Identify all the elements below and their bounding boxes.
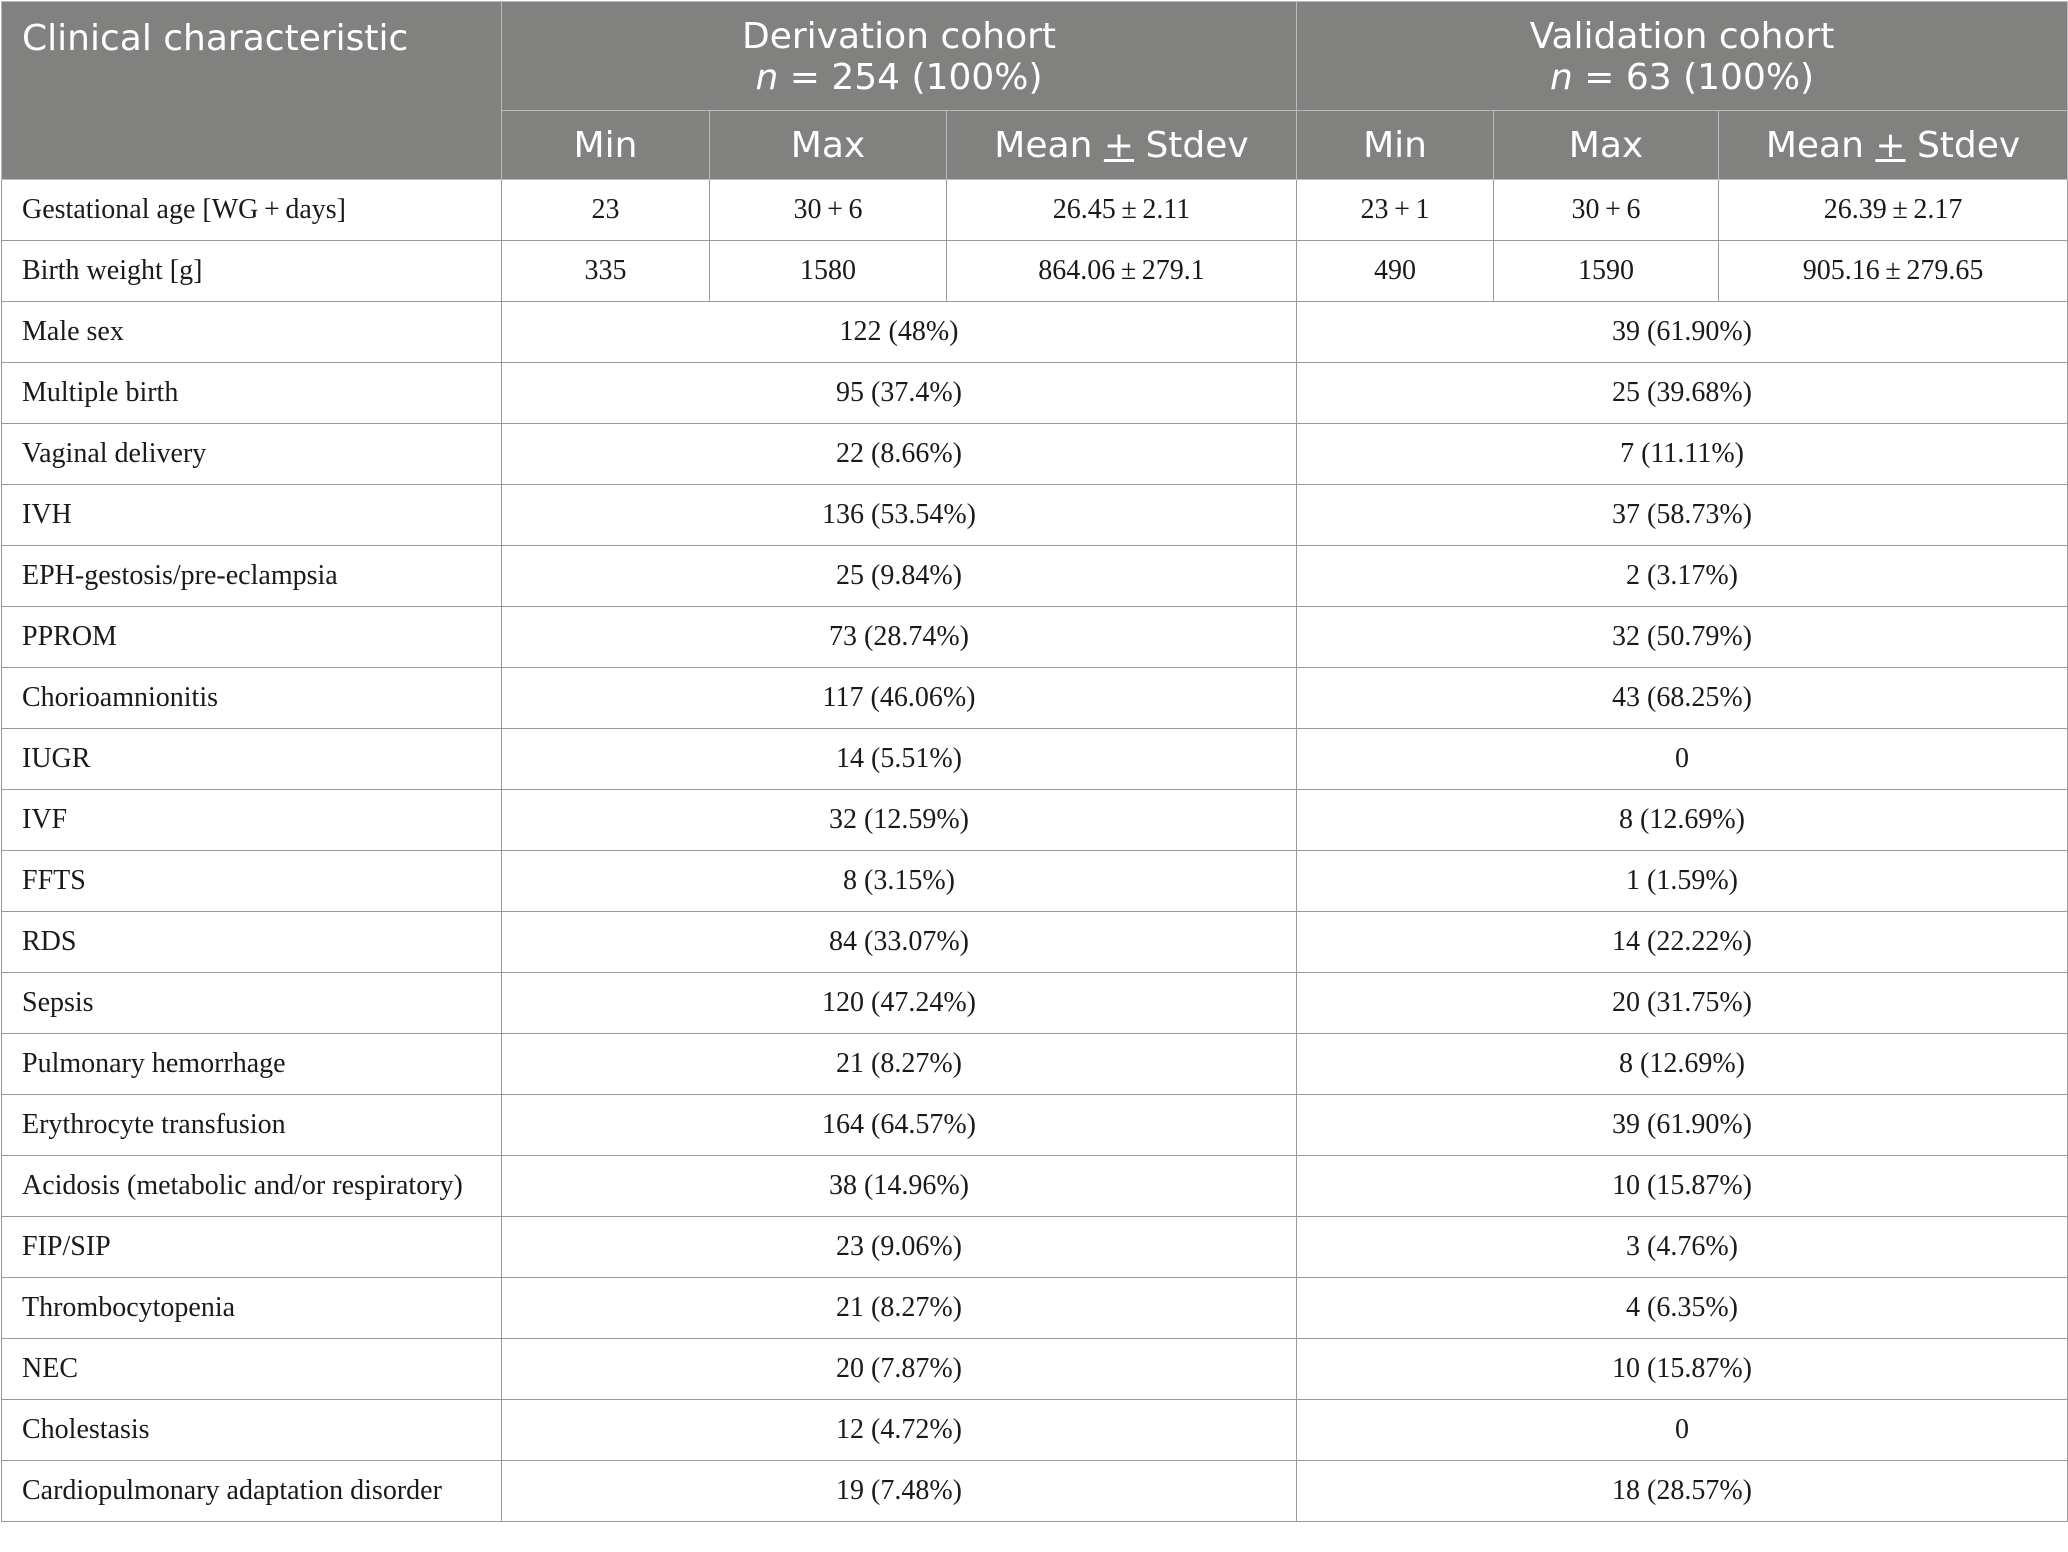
validation-cell: 32 (50.79%): [1297, 607, 2068, 668]
row-label: Cardiopulmonary adaptation disorder: [2, 1461, 502, 1522]
table-row: [2, 668, 2068, 729]
validation-cell: 3 (4.76%): [1297, 1217, 2068, 1278]
validation-cell: 8 (12.69%): [1297, 790, 2068, 851]
table-row: [2, 1095, 2068, 1156]
derivation-cell: 120 (47.24%): [502, 973, 1297, 1034]
derivation-cell: 22 (8.66%): [502, 424, 1297, 485]
validation-max-cell: 1590: [1494, 241, 1719, 302]
table-row: [2, 485, 2068, 546]
header-derivation-min: Min: [502, 111, 710, 180]
table-row: [2, 1278, 2068, 1339]
derivation-cell: 164 (64.57%): [502, 1095, 1297, 1156]
derivation-max-cell: 1580: [710, 241, 947, 302]
derivation-cell: 19 (7.48%): [502, 1461, 1297, 1522]
table-row: [2, 1156, 2068, 1217]
derivation-n-value: = 254 (100%): [778, 57, 1043, 98]
validation-mean-cell: 905.16 ± 279.65: [1719, 241, 2068, 302]
table-row: [2, 302, 2068, 363]
validation-cell: 8 (12.69%): [1297, 1034, 2068, 1095]
validation-cell: 4 (6.35%): [1297, 1278, 2068, 1339]
derivation-mean-cell: 26.45 ± 2.11: [947, 180, 1297, 241]
row-label: Acidosis (metabolic and/or respiratory): [2, 1156, 502, 1217]
validation-cell: 20 (31.75%): [1297, 973, 2068, 1034]
validation-n-value: = 63 (100%): [1572, 57, 1815, 98]
header-derivation-mean-stdev: Mean + Stdev: [947, 111, 1297, 180]
row-label: Vaginal delivery: [2, 424, 502, 485]
derivation-min-cell: 23: [502, 180, 710, 241]
derivation-cell: 73 (28.74%): [502, 607, 1297, 668]
derivation-cell: 95 (37.4%): [502, 363, 1297, 424]
derivation-cell: 32 (12.59%): [502, 790, 1297, 851]
derivation-cell: 84 (33.07%): [502, 912, 1297, 973]
table-row: [2, 912, 2068, 973]
table-row: [2, 1034, 2068, 1095]
validation-cell: 7 (11.11%): [1297, 424, 2068, 485]
row-label: FFTS: [2, 851, 502, 912]
table-header: [2, 2, 2068, 180]
row-label: NEC: [2, 1339, 502, 1400]
table-row: [2, 241, 2068, 302]
derivation-cell: 8 (3.15%): [502, 851, 1297, 912]
validation-title: Validation cohort: [1529, 16, 1835, 57]
derivation-cell: 122 (48%): [502, 302, 1297, 363]
row-label: Gestational age [WG + days]: [2, 180, 502, 241]
derivation-cell: 12 (4.72%): [502, 1400, 1297, 1461]
derivation-min-cell: 335: [502, 241, 710, 302]
derivation-cell: 23 (9.06%): [502, 1217, 1297, 1278]
header-clinical-characteristic: Clinical characteristic: [2, 2, 502, 180]
derivation-max-cell: 30 + 6: [710, 180, 947, 241]
header-derivation-cohort: [502, 2, 1297, 111]
validation-min-cell: 23 + 1: [1297, 180, 1494, 241]
row-label: Male sex: [2, 302, 502, 363]
derivation-mean-cell: 864.06 ± 279.1: [947, 241, 1297, 302]
row-label: Sepsis: [2, 973, 502, 1034]
header-validation-cohort: [1297, 2, 2068, 111]
validation-cell: 39 (61.90%): [1297, 1095, 2068, 1156]
derivation-cell: 136 (53.54%): [502, 485, 1297, 546]
validation-cell: 14 (22.22%): [1297, 912, 2068, 973]
row-label: IVH: [2, 485, 502, 546]
validation-n-label: n: [1549, 57, 1573, 98]
row-label: PPROM: [2, 607, 502, 668]
derivation-cell: 20 (7.87%): [502, 1339, 1297, 1400]
table-row: [2, 1217, 2068, 1278]
derivation-cell: 21 (8.27%): [502, 1034, 1297, 1095]
derivation-cell: 25 (9.84%): [502, 546, 1297, 607]
validation-cell: 10 (15.87%): [1297, 1339, 2068, 1400]
row-label: FIP/SIP: [2, 1217, 502, 1278]
validation-cell: 37 (58.73%): [1297, 485, 2068, 546]
validation-cell: 39 (61.90%): [1297, 302, 2068, 363]
table-row: [2, 1339, 2068, 1400]
validation-cell: 1 (1.59%): [1297, 851, 2068, 912]
derivation-cell: 117 (46.06%): [502, 668, 1297, 729]
table-row: [2, 790, 2068, 851]
table-row: [2, 973, 2068, 1034]
table-body: [2, 180, 2068, 1522]
row-label: Cholestasis: [2, 1400, 502, 1461]
derivation-n-label: n: [755, 57, 779, 98]
validation-cell: 25 (39.68%): [1297, 363, 2068, 424]
validation-cell: 18 (28.57%): [1297, 1461, 2068, 1522]
validation-cell: 43 (68.25%): [1297, 668, 2068, 729]
row-label: Thrombocytopenia: [2, 1278, 502, 1339]
table-row: [2, 851, 2068, 912]
validation-cell: 10 (15.87%): [1297, 1156, 2068, 1217]
derivation-cell: 38 (14.96%): [502, 1156, 1297, 1217]
table-row: [2, 546, 2068, 607]
derivation-cell: 14 (5.51%): [502, 729, 1297, 790]
header-derivation-max: Max: [710, 111, 947, 180]
table-row: [2, 363, 2068, 424]
table-row: [2, 1400, 2068, 1461]
table-row: [2, 180, 2068, 241]
table-row: [2, 1461, 2068, 1522]
validation-cell: 2 (3.17%): [1297, 546, 2068, 607]
validation-max-cell: 30 + 6: [1494, 180, 1719, 241]
derivation-cell: 21 (8.27%): [502, 1278, 1297, 1339]
row-label: Erythrocyte transfusion: [2, 1095, 502, 1156]
row-label: RDS: [2, 912, 502, 973]
plus-minus-symbol: +: [1875, 124, 1906, 166]
table-row: [2, 607, 2068, 668]
validation-min-cell: 490: [1297, 241, 1494, 302]
derivation-title: Derivation cohort: [742, 16, 1057, 57]
table-row: [2, 729, 2068, 790]
row-label: Pulmonary hemorrhage: [2, 1034, 502, 1095]
row-label: IUGR: [2, 729, 502, 790]
validation-mean-cell: 26.39 ± 2.17: [1719, 180, 2068, 241]
validation-cell: 0: [1297, 729, 2068, 790]
row-label: Chorioamnionitis: [2, 668, 502, 729]
header-validation-mean-stdev: Mean + Stdev: [1719, 111, 2068, 180]
validation-cell: 0: [1297, 1400, 2068, 1461]
table-row: [2, 424, 2068, 485]
header-validation-min: Min: [1297, 111, 1494, 180]
header-validation-max: Max: [1494, 111, 1719, 180]
plus-minus-symbol: +: [1103, 124, 1134, 166]
row-label: EPH-gestosis/pre-eclampsia: [2, 546, 502, 607]
row-label: Multiple birth: [2, 363, 502, 424]
header-row-top: [2, 2, 2068, 111]
row-label: Birth weight [g]: [2, 241, 502, 302]
row-label: IVF: [2, 790, 502, 851]
clinical-characteristics-table: [1, 1, 2068, 1522]
